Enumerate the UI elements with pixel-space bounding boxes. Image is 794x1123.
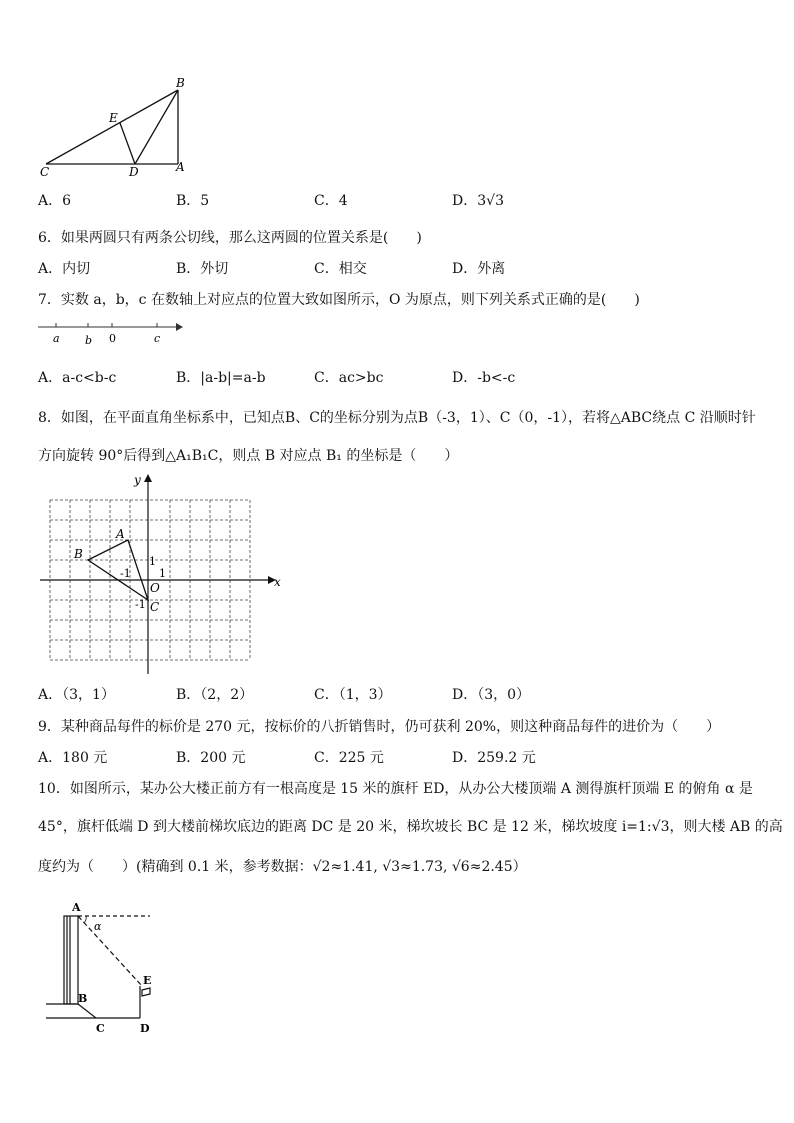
q6-option-c[interactable]: C．相交 (314, 261, 367, 277)
q5-segment-ed (120, 123, 135, 164)
q5-label-a: A (176, 160, 185, 174)
q7-option-b[interactable]: B．|a-b|=a-b (176, 370, 266, 386)
q5-label-b: B (176, 76, 185, 90)
q8-stem-line2: 方向旋转 90°后得到△A₁B₁C，则点 B 对应点 B₁ 的坐标是（ ） (38, 448, 459, 464)
q10-building-flagpole-figure (40, 898, 200, 1038)
q7-option-a[interactable]: A．a-c<b-c (38, 370, 117, 386)
q10-sightline-ae (78, 916, 142, 986)
q8-option-a[interactable]: A．（3，1） (38, 687, 115, 703)
q5-label-e: E (109, 111, 118, 125)
q7-option-c[interactable]: C．ac>bc (314, 370, 384, 386)
q10-stem-line3: 度约为（ ）(精确到 0.1 米，参考数据：√2≈1.41, √3≈1.73, √6≈2.45） (38, 859, 527, 875)
q6-option-b[interactable]: B．外切 (176, 261, 229, 277)
q8-option-c[interactable]: C．（1，3） (314, 687, 392, 703)
q5-triangle-figure (36, 74, 196, 182)
q8-label-y: y (134, 473, 141, 487)
q8-label-x: x (274, 575, 281, 589)
q6-stem: 6．如果两圆只有两条公切线，那么这两圆的位置关系是( ) (38, 230, 422, 246)
q6-option-a[interactable]: A．内切 (38, 261, 91, 277)
q10-label-a: A (72, 901, 81, 914)
q8-tick-xneg1: -1 (120, 567, 131, 580)
q5-segment-db (135, 90, 178, 164)
q5-option-a[interactable]: A．6 (38, 193, 72, 209)
q8-coordinate-grid-figure (40, 470, 290, 676)
q10-stem-line2: 45°，旗杆低端 D 到大楼前梯坎底边的距离 DC 是 20 米，梯坎坡长 BC 是 12 米，梯坎坡度 i=1:√3，则大楼 AB 的高 (38, 819, 783, 835)
q5-option-b[interactable]: B．5 (176, 193, 210, 209)
q7-number-line (36, 318, 186, 348)
q8-label-c: C (150, 600, 160, 614)
q8-stem-line1: 8．如图，在平面直角坐标系中，已知点B、C的坐标分别为点B（-3，1）、C（0，-1），若将△ABC绕点 C 沿顺时针 (38, 410, 756, 426)
q8-label-o: O (150, 581, 160, 595)
q5-segment-cb (46, 90, 178, 164)
q9-option-d[interactable]: D．259.2 元 (452, 750, 536, 766)
q8-label-b: B (74, 547, 83, 561)
q10-label-d: D (140, 1022, 150, 1035)
q7-label-b: b (85, 334, 93, 347)
q8-label-a: A (116, 527, 125, 541)
q10-label-b: B (78, 992, 88, 1005)
q10-label-e: E (143, 974, 152, 987)
q9-stem: 9．某种商品每件的标价是 270 元，按标价的八折销售时，仍可获利 20%，则这种商品每件的进价为（ ） (38, 719, 721, 735)
q5-option-d[interactable]: D．3√3 (452, 193, 504, 209)
q6-option-d[interactable]: D．外离 (452, 261, 506, 277)
q5-label-c: C (40, 165, 50, 179)
q8-tick-x1: 1 (159, 567, 166, 580)
q8-tick-y1: 1 (149, 555, 156, 568)
q10-flag (142, 988, 150, 996)
q7-stem: 7．实数 a，b，c 在数轴上对应点的位置大致如图所示，O 为原点，则下列关系式正确的是( ) (38, 292, 640, 308)
q10-stem-line1: 10．如图所示，某办公大楼正前方有一根高度是 15 米的旗杆 ED，从办公大楼顶端 A 测得旗杆顶端 E 的俯角 α 是 (38, 781, 753, 797)
q9-option-a[interactable]: A．180 元 (38, 750, 108, 766)
q10-building (64, 916, 78, 1004)
q8-option-d[interactable]: D．（3，0） (452, 687, 531, 703)
q9-option-b[interactable]: B．200 元 (176, 750, 246, 766)
q9-option-c[interactable]: C．225 元 (314, 750, 384, 766)
q10-label-c: C (96, 1022, 105, 1035)
q5-option-c[interactable]: C．4 (314, 193, 348, 209)
q7-label-0: 0 (109, 332, 116, 345)
q7-option-d[interactable]: D．-b<-c (452, 370, 516, 386)
q7-label-c: c (154, 332, 161, 345)
q8-tick-yneg1: -1 (135, 598, 146, 611)
q8-option-b[interactable]: B．（2，2） (176, 687, 254, 703)
q10-label-alpha: α (94, 920, 102, 933)
q7-label-a: a (53, 332, 60, 345)
q8-triangle-abc (88, 540, 148, 600)
q5-label-d: D (129, 165, 139, 179)
q10-slope-bc (78, 1004, 96, 1018)
